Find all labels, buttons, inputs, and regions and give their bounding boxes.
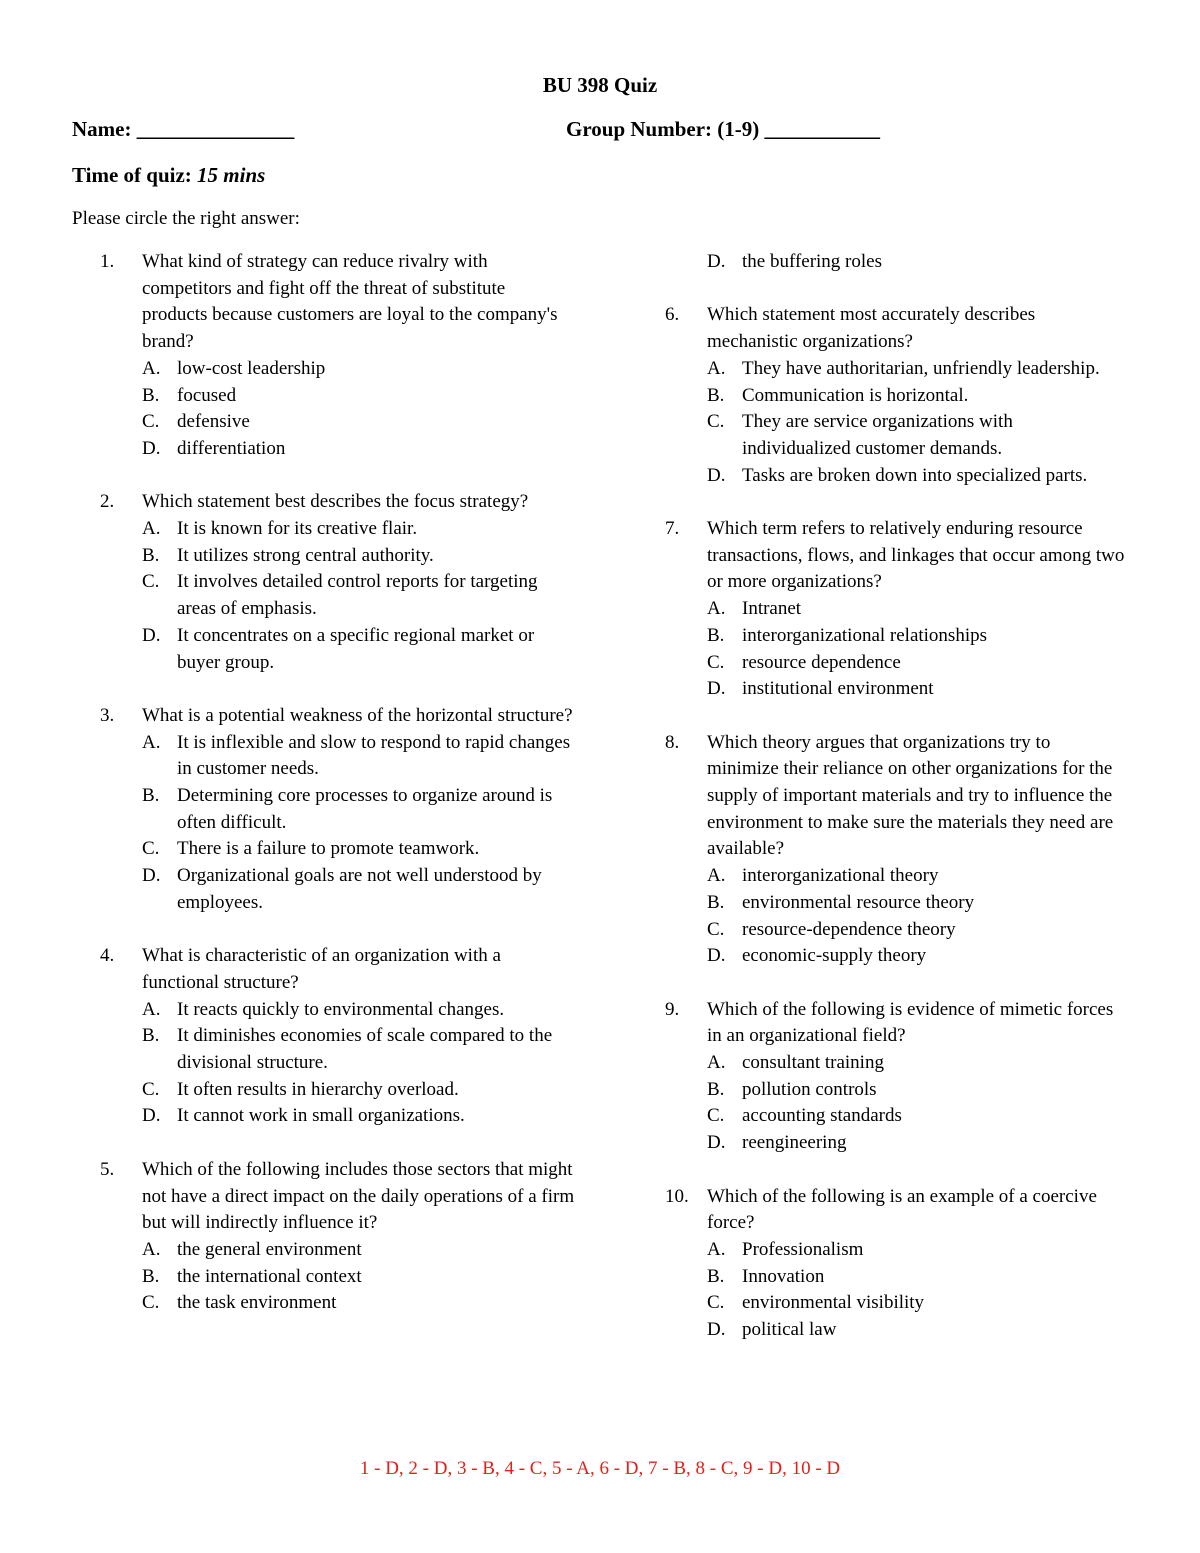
option-row[interactable] bbox=[100, 836, 575, 863]
option-row[interactable] bbox=[100, 783, 575, 836]
option-text: focused bbox=[177, 384, 237, 406]
option-letter: C. bbox=[707, 918, 725, 940]
option-letter: B. bbox=[142, 785, 160, 807]
option-text: There is a failure to promote teamwork. bbox=[177, 838, 480, 860]
option-letter: A. bbox=[707, 1238, 726, 1260]
option-row[interactable] bbox=[665, 383, 1125, 410]
option-row[interactable] bbox=[100, 516, 575, 543]
option-letter: A. bbox=[142, 998, 161, 1020]
option-text: It is inflexible and slow to respond to rapid changes in customer needs. bbox=[177, 731, 571, 780]
question-number: 9. bbox=[665, 998, 680, 1020]
option-row[interactable] bbox=[665, 356, 1125, 383]
question-block bbox=[100, 703, 575, 917]
option-text: Tasks are broken down into specialized parts. bbox=[742, 464, 1088, 486]
question-text: What is characteristic of an organization with a functional structure? bbox=[142, 945, 501, 993]
option-text: It reacts quickly to environmental changes. bbox=[177, 998, 505, 1020]
option-row[interactable] bbox=[100, 1237, 575, 1264]
option-text: interorganizational theory bbox=[742, 865, 939, 887]
name-field-label: Name: _______________ bbox=[72, 117, 295, 141]
option-letter: B. bbox=[142, 1025, 160, 1047]
option-letter: A. bbox=[142, 1238, 161, 1260]
option-text: It involves detailed control reports for targeting areas of emphasis. bbox=[177, 571, 538, 620]
option-row[interactable] bbox=[100, 1077, 575, 1104]
option-letter: C. bbox=[707, 1292, 725, 1314]
question-stem bbox=[100, 943, 575, 996]
option-row[interactable] bbox=[665, 676, 1125, 703]
question-number: 8. bbox=[665, 731, 680, 753]
option-row[interactable] bbox=[665, 1317, 1125, 1344]
option-row[interactable] bbox=[665, 943, 1125, 970]
option-text: It is known for its creative flair. bbox=[177, 518, 418, 540]
option-letter: D. bbox=[707, 1132, 726, 1154]
option-letter: B. bbox=[707, 624, 725, 646]
option-letter: D. bbox=[707, 251, 726, 272]
option-row[interactable] bbox=[665, 463, 1125, 490]
option-letter: B. bbox=[707, 891, 725, 913]
option-text: economic-supply theory bbox=[742, 945, 927, 967]
option-letter: B. bbox=[142, 544, 160, 566]
question-number: 3. bbox=[100, 704, 115, 726]
option-row[interactable] bbox=[100, 436, 575, 463]
question-number: 10. bbox=[665, 1185, 689, 1207]
option-letter: C. bbox=[142, 411, 160, 433]
question-block bbox=[665, 1184, 1125, 1344]
question-number: 7. bbox=[665, 518, 680, 539]
option-letter: A. bbox=[707, 1052, 726, 1074]
option-row[interactable] bbox=[665, 1237, 1125, 1264]
option-text: interorganizational relationships bbox=[742, 624, 987, 646]
question-stem bbox=[665, 516, 1125, 596]
option-text: It diminishes economies of scale compared to the divisional structure. bbox=[177, 1025, 553, 1074]
option-row[interactable] bbox=[100, 356, 575, 383]
option-row[interactable] bbox=[665, 917, 1125, 944]
option-row[interactable] bbox=[665, 1130, 1125, 1157]
time-value: 15 mins bbox=[197, 163, 266, 187]
option-text: It utilizes strong central authority. bbox=[177, 544, 434, 566]
right-column bbox=[665, 249, 1125, 1370]
option-letter: D. bbox=[707, 464, 726, 486]
question-text: Which term refers to relatively enduring resource transactions, flows, and linkages that occur among two or more organizations? bbox=[707, 518, 1125, 593]
option-row[interactable] bbox=[100, 863, 575, 916]
option-text: the buffering roles bbox=[742, 251, 882, 272]
option-text: environmental visibility bbox=[742, 1292, 925, 1314]
option-letter: B. bbox=[707, 1078, 725, 1100]
option-text: Professionalism bbox=[742, 1238, 864, 1260]
question-number: 6. bbox=[665, 304, 680, 326]
option-text: environmental resource theory bbox=[742, 891, 975, 913]
option-text: Communication is horizontal. bbox=[742, 384, 969, 406]
option-text: the general environment bbox=[177, 1238, 362, 1260]
question-text: What kind of strategy can reduce rivalry with competitors and fight off the threat of substitute products because customers are loyal to the company's brand? bbox=[142, 251, 558, 353]
option-text: defensive bbox=[177, 411, 250, 433]
question-number: 1. bbox=[100, 251, 115, 272]
option-row[interactable] bbox=[100, 730, 575, 783]
option-text: differentiation bbox=[177, 437, 286, 459]
option-row[interactable] bbox=[100, 1023, 575, 1076]
option-row[interactable] bbox=[665, 650, 1125, 677]
option-text: Determining core processes to organize around is often difficult. bbox=[177, 785, 553, 833]
option-letter: B. bbox=[707, 384, 725, 406]
option-row[interactable] bbox=[665, 863, 1125, 890]
option-row[interactable] bbox=[665, 1050, 1125, 1077]
option-text: Organizational goals are not well understood by employees. bbox=[177, 865, 542, 913]
time-label: Time of quiz: bbox=[72, 163, 192, 187]
question-stem bbox=[665, 997, 1125, 1050]
option-letter: A. bbox=[707, 865, 726, 887]
question-stem bbox=[665, 730, 1125, 864]
option-row[interactable] bbox=[100, 1103, 575, 1130]
option-text: They are service organizations with individualized customer demands. bbox=[742, 411, 1013, 459]
option-text: resource dependence bbox=[742, 651, 901, 673]
option-letter: C. bbox=[707, 1105, 725, 1127]
option-row[interactable] bbox=[100, 1264, 575, 1291]
option-row[interactable] bbox=[665, 409, 1125, 462]
page-title: BU 398 Quiz bbox=[542, 73, 658, 97]
question-stem bbox=[665, 302, 1125, 355]
option-letter: D. bbox=[707, 945, 726, 967]
question-number: 4. bbox=[100, 945, 115, 967]
question-stem bbox=[100, 489, 575, 516]
question-text: Which statement most accurately describes mechanistic organizations? bbox=[707, 304, 1036, 353]
option-row[interactable] bbox=[100, 997, 575, 1024]
question-block bbox=[665, 302, 1125, 489]
option-text: the international context bbox=[177, 1265, 362, 1287]
question-block bbox=[100, 943, 575, 1130]
question-stem bbox=[665, 1184, 1125, 1237]
option-text: institutional environment bbox=[742, 678, 934, 700]
option-letter: A. bbox=[707, 598, 726, 620]
question-block bbox=[100, 489, 575, 676]
option-row[interactable] bbox=[100, 409, 575, 436]
option-text: Innovation bbox=[742, 1265, 825, 1287]
option-letter: D. bbox=[142, 437, 161, 459]
option-row[interactable] bbox=[100, 543, 575, 570]
option-row[interactable] bbox=[665, 1290, 1125, 1317]
option-row[interactable] bbox=[100, 569, 575, 622]
option-letter: B. bbox=[142, 384, 160, 406]
question-block bbox=[665, 997, 1125, 1157]
option-text: pollution controls bbox=[742, 1078, 877, 1100]
option-row[interactable] bbox=[665, 1077, 1125, 1104]
question-text: Which theory argues that organizations try to minimize their reliance on other organizations for the supply of important materials and try to influence the environment to make sure the materials they need are available? bbox=[707, 731, 1114, 860]
option-letter: C. bbox=[142, 1078, 160, 1100]
question-number: 5. bbox=[100, 1158, 115, 1180]
question-text: Which of the following includes those sectors that might not have a direct impact on the daily operations of a firm but will indirectly influence it? bbox=[142, 1158, 575, 1234]
option-letter: D. bbox=[707, 678, 726, 700]
option-text: the task environment bbox=[177, 1292, 337, 1314]
option-text: accounting standards bbox=[742, 1105, 902, 1127]
option-row[interactable] bbox=[665, 890, 1125, 917]
option-letter: C. bbox=[142, 838, 160, 860]
option-letter: C. bbox=[707, 411, 725, 433]
question-number: 2. bbox=[100, 491, 115, 513]
option-letter: C. bbox=[707, 651, 725, 673]
option-row[interactable] bbox=[665, 596, 1125, 623]
option-text: It concentrates on a specific regional market or buyer group. bbox=[177, 624, 535, 673]
option-row[interactable] bbox=[100, 1290, 575, 1317]
option-row[interactable] bbox=[665, 623, 1125, 650]
option-text: It often results in hierarchy overload. bbox=[177, 1078, 459, 1100]
time-of-quiz bbox=[72, 163, 265, 188]
option-row[interactable] bbox=[100, 623, 575, 676]
question-text: What is a potential weakness of the horizontal structure? bbox=[142, 704, 573, 726]
option-text: political law bbox=[742, 1319, 837, 1341]
right-questions bbox=[665, 302, 1125, 1343]
answer-key: 1 - D, 2 - D, 3 - B, 4 - C, 5 - A, 6 - D, 7 - B, 8 - C, 9 - D, 10 - D bbox=[359, 1458, 841, 1479]
question-stem bbox=[100, 703, 575, 730]
option-text: It cannot work in small organizations. bbox=[177, 1105, 465, 1127]
option-letter: A. bbox=[142, 518, 161, 540]
option-text: low-cost leadership bbox=[177, 357, 326, 379]
question-text: Which of the following is evidence of mimetic forces in an organizational field? bbox=[707, 998, 1114, 1047]
option-letter: B. bbox=[707, 1265, 725, 1287]
option-text: consultant training bbox=[742, 1052, 884, 1074]
option-letter: A. bbox=[707, 357, 726, 379]
option-text: resource-dependence theory bbox=[742, 918, 956, 940]
option-letter: A. bbox=[142, 731, 161, 753]
question-text: Which of the following is an example of a coercive force? bbox=[707, 1185, 1097, 1234]
option-letter: D. bbox=[142, 865, 161, 887]
group-number-label: Group Number: (1-9) ___________ bbox=[566, 117, 881, 141]
option-text: They have authoritarian, unfriendly leadership. bbox=[742, 357, 1100, 379]
option-row[interactable] bbox=[665, 1103, 1125, 1130]
question-text: Which statement best describes the focus strategy? bbox=[142, 491, 529, 513]
question-5-continued bbox=[665, 249, 1125, 276]
option-text: reengineering bbox=[742, 1132, 847, 1154]
option-letter: A. bbox=[142, 357, 161, 379]
instruction-text: Please circle the right answer: bbox=[72, 208, 300, 229]
question-block bbox=[100, 1157, 575, 1317]
question-block bbox=[665, 730, 1125, 970]
option-letter: D. bbox=[142, 624, 161, 646]
question-stem bbox=[100, 1157, 575, 1237]
question-block bbox=[665, 516, 1125, 703]
question-stem bbox=[100, 249, 575, 356]
option-letter: D. bbox=[142, 1105, 161, 1127]
option-row[interactable] bbox=[665, 1264, 1125, 1291]
option-row[interactable] bbox=[100, 383, 575, 410]
option-letter: D. bbox=[707, 1319, 726, 1341]
option-row[interactable] bbox=[665, 249, 1125, 276]
option-text: Intranet bbox=[742, 598, 802, 620]
option-letter: C. bbox=[142, 571, 160, 593]
left-column bbox=[100, 249, 575, 1344]
option-letter: B. bbox=[142, 1265, 160, 1287]
question-block bbox=[100, 249, 575, 463]
option-letter: C. bbox=[142, 1292, 160, 1314]
